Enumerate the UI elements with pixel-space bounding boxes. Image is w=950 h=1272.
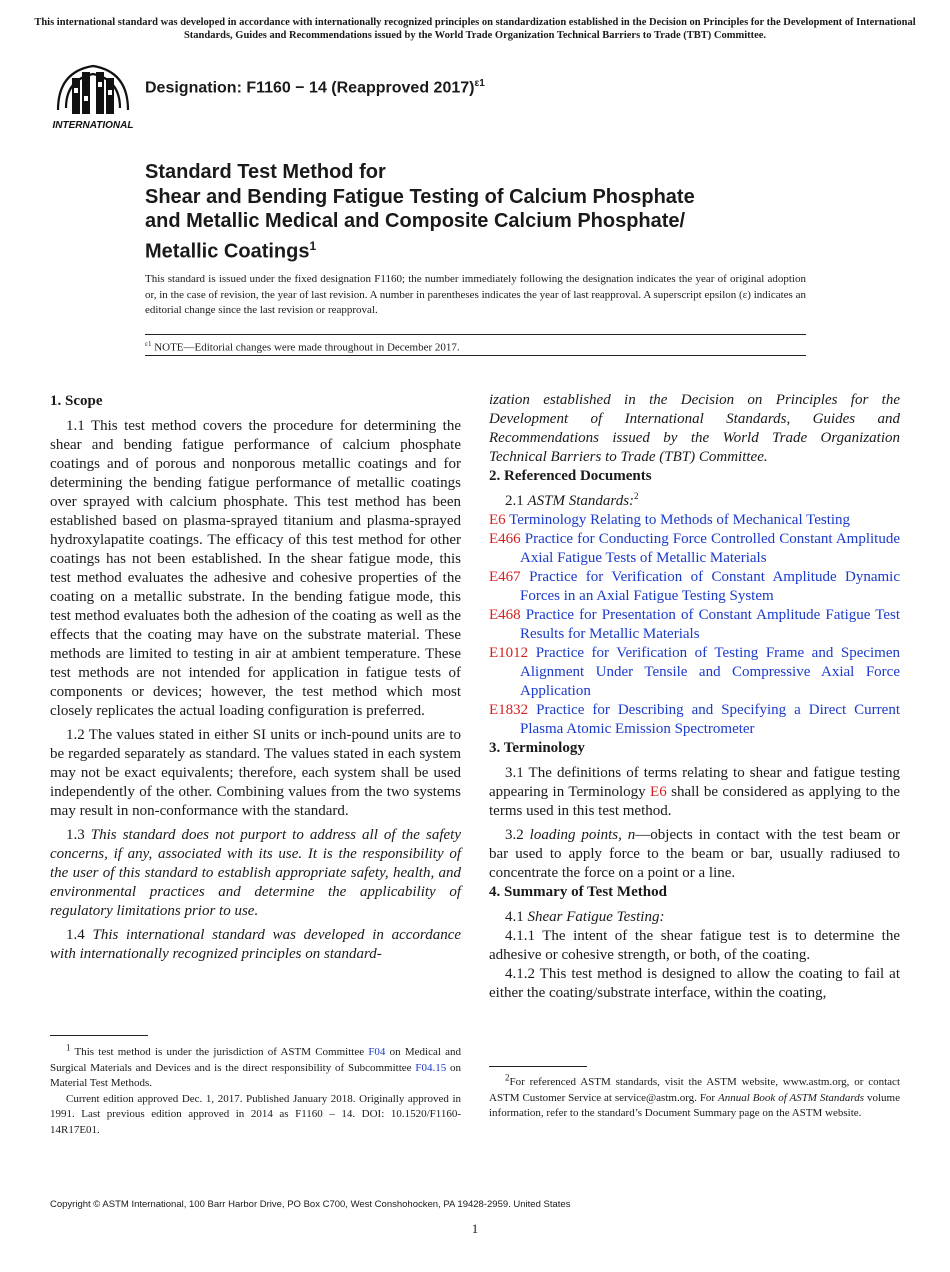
ref-title-link[interactable]: Terminology Relating to Methods of Mechanical Testing [509,512,851,528]
editorial-note [145,340,460,354]
para-1-3 [50,826,461,921]
footnote-1-b: on Medical and Surgical Materials and Devices and is the direct responsibility of Subcommittee [50,1046,461,1074]
footnotes-right [489,1072,900,1122]
footnote-2-b: volume information, refer to the standard’s Document Summary page on the ASTM website. [489,1091,900,1119]
para-3-1 [489,764,900,821]
para-2-1-text: ASTM Standards: [527,493,635,509]
para-4-1 [489,908,900,927]
title-line-1: Standard Test Method for [145,161,386,183]
footnote-2-mark: 2 [505,1072,510,1083]
astm-logo [52,58,134,134]
committee-f04-link[interactable]: F04 [368,1046,386,1058]
wto-notice: This international standard was developed in accordance with internationally recognized principles on standardization established in the Decision on Principles for the Development of International Standards, Guides and Recommendations issued by the World Trade Organization Technical Barriers to Trade (TBT) Committee. [34,17,916,41]
para-2-1 [489,492,900,511]
para-4-1-1: 4.1.1 The intent of the shear fatigue test is to determine the adhesive or cohesive strength, or both, of the coating. [489,928,900,963]
para-1-1: 1.1 This test method covers the procedure for determining the shear and bending fatigue performance of calcium phosphate coatings and of porous and nonporous metallic coatings and for determining the bending fatigue performance of metallic coatings over sprayed with calcium phosphate. This test method has been established based on plasma-sprayed titanium and plasma-sprayed hydroxylapatite coatings. The efficacy of this test method for other coatings has not been established. In the shear fatigue mode, this test method evaluates the adhesive and cohesive properties of the coating on a metallic substrate. In the bending fatigue mode, this test method evaluates both the adhesion of the coating as well as the effects that the coating may have on the substrate material. These methods are limited to testing in air at ambient temperature. These test methods are not intended for application in fatigue tests of components or devices; however, the test method which most closely replicates the actual loading configuration is preferred. [50,418,461,719]
ref-code-link[interactable]: E468 [489,607,521,623]
reference-item [489,701,900,739]
edition-note: Current edition approved Dec. 1, 2017. Published January 2018. Originally approved in 1991. Last previous edition approved in 2014 as F1160 – 14. DOI: 10.1520/F1160-14R17E01. [50,1092,461,1136]
designation-epsilon: ε1 [474,78,485,89]
ref-code-link[interactable]: E1832 [489,702,529,718]
designation-text: Designation: F1160 − 14 (Reapproved 2017) [145,79,475,97]
para-4-1-2: 4.1.2 This test method is designed to allow the coating to fail at either the coating/substrate interface, within the coating, [489,966,900,1001]
para-3-1-b: shall be considered as applying to the terms used in this test method. [489,784,900,819]
title-line-3: and Metallic Medical and Composite Calcium Phosphate/ [145,210,686,232]
reference-item [489,644,900,701]
para-4-1-text: Shear Fatigue Testing: [527,909,665,925]
ref-code-link[interactable]: E466 [489,531,521,547]
ref-title-link[interactable]: Practice for Conducting Force Controlled Constant Amplitude Axial Fatigue Tests of Metallic Materials [520,531,900,566]
title-footnote-mark: 1 [309,238,317,253]
para-4-1-num: 4.1 [505,909,524,925]
designation [145,78,485,97]
title-line-4: Metallic Coatings [145,240,310,263]
footnote-rule-left [50,1035,148,1036]
para-1-3-num: 1.3 [66,827,85,843]
editorial-epsilon: ε1 [145,340,152,348]
para-3-2-term: loading points, n [529,827,636,843]
footnote-1-a: This test method is under the jurisdiction of ASTM Committee [74,1046,369,1058]
footnote-rule-right [489,1066,587,1067]
standard-issued-note: This standard is issued under the fixed designation F1160; the number immediately following the designation indicates the year of original adoption or, in the case of revision, the year of last revision. A number in parentheses indicates the year of last reapproval. A superscript epsilon (ε) indicates an editorial change since the last revision or reapproval. [145,273,806,316]
section-1-heading: 1. Scope [50,393,103,409]
footnote-1-c: on Material Test Methods. [50,1061,461,1089]
reference-item [489,568,900,606]
ref-title-link[interactable]: Practice for Presentation of Constant Amplitude Fatigue Test Results for Metallic Materials [520,607,901,642]
reference-item [489,511,900,530]
editorial-note-text: NOTE—Editorial changes were made throughout in December 2017. [154,341,460,354]
ref-title-link[interactable]: Practice for Verification of Constant Amplitude Dynamic Forces in an Axial Fatigue Testing System [520,569,900,604]
footnote-2-a: For referenced ASTM standards, visit the ASTM website, www.astm.org, or contact ASTM Customer Service at service@astm.org. For [489,1076,900,1104]
footnote-1 [50,1042,461,1092]
ref-title-link[interactable]: Practice for Describing and Specifying a Direct Current Plasma Atomic Emission Spectrometer [520,702,900,737]
right-column [489,391,900,1003]
para-2-1-sup: 2 [634,491,639,501]
subcommittee-f0415-link[interactable]: F04.15 [415,1061,447,1074]
para-1-4-num: 1.4 [66,927,85,943]
para-1-4 [50,926,461,964]
footnote-1-mark: 1 [66,1042,71,1053]
rule-top [145,334,806,335]
reference-item [489,530,900,568]
ref-title-link[interactable]: Practice for Verification of Testing Frame and Specimen Alignment Under Tensile and Compressive Axial Force Application [520,645,901,699]
para-3-1-a: 3.1 The definitions of terms relating to shear and fatigue testing appearing in Terminology [489,765,900,800]
rule-bottom [145,355,806,356]
para-3-2 [489,826,900,883]
footnote-2 [489,1072,900,1122]
copyright: Copyright © ASTM International, 100 Barr Harbor Drive, PO Box C700, West Conshohocken, PA 19428-2959. United States [50,1199,571,1210]
logo-wordmark: INTERNATIONAL [52,120,134,131]
ref-code-link[interactable]: E1012 [489,645,529,661]
para-1-2: 1.2 The values stated in either SI units or inch-pound units are to be regarded separately as standard. The values stated in each system may not be exact equivalents; therefore, each system shall be used independently of the other. Combining values from the two systems may result in non-conformance with the standard. [50,727,461,819]
para-1-4-text: This international standard was developed in accordance with internationally recognized principles on standard- [50,927,462,962]
para-2-1-num: 2.1 [505,493,524,509]
para-1-4-cont-text: ization established in the Decision on Principles for the Development of International Standards, Guides and Recommendations issued by the World Trade Organization Technical Barriers to Trade (TBT) Committee. [489,392,900,465]
reference-item [489,606,900,644]
footnote-2-italic: Annual Book of ASTM Standards [718,1091,865,1104]
para-1-4-continued [489,391,900,467]
terminology-e6-link[interactable]: E6 [650,784,667,800]
title-line-2: Shear and Bending Fatigue Testing of Calcium Phosphate [145,185,695,208]
para-1-3-text: This standard does not purport to address all of the safety concerns, if any, associated with its use. It is the responsibility of the user of this standard to establish appropriate safety, health, and environmental practices and determine the applicability of regulatory limitations prior to use. [50,827,461,919]
para-3-2-num: 3.2 [505,827,524,843]
ref-code-link[interactable]: E467 [489,569,521,585]
section-3-heading: 3. Terminology [489,740,585,756]
footnotes-left [50,1042,461,1138]
left-column [50,392,461,964]
section-4-heading: 4. Summary of Test Method [489,884,667,900]
document-title [145,160,845,264]
section-2-heading: 2. Referenced Documents [489,468,652,484]
page-number: 1 [471,1221,479,1236]
ref-code-link[interactable]: E6 [489,512,506,528]
reference-list [489,511,900,739]
para-3-2-text: —objects in contact with the test beam or bar used to apply force to the beam or bar, usually radiused to concentrate the force on a point or a line. [489,827,900,881]
